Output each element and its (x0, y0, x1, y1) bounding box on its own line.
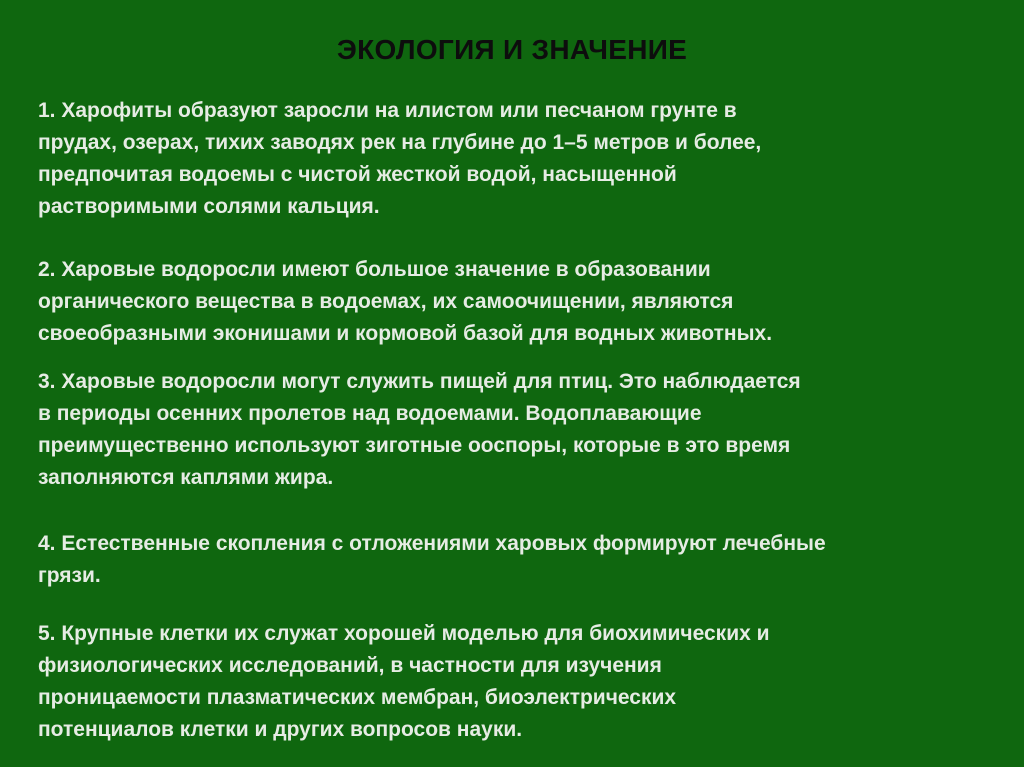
paragraph-5: 5. Крупные клетки их служат хорошей моделью для биохимических и физиологических исследований, в частности для изучения проницаемости плазматических мембран, биоэлектрических потенциалов клетки и других вопросов науки. (38, 622, 770, 741)
paragraph-3: 3. Харовые водоросли могут служить пищей для птиц. Это наблюдается в периоды осенних пролетов над водоемами. Водоплавающие преимущественно используют зиготные ооспоры, которые в это время заполняются каплями жира. (38, 370, 801, 489)
paragraph-2: 2. Харовые водоросли имеют большое значение в образовании органического вещества в водоемах, их самоочищении, являются своеобразными эконишами и кормовой базой для водных животных. (38, 258, 773, 345)
paragraph-1: 1. Харофиты образуют заросли на илистом или песчаном грунте в прудах, озерах, тихих заводях рек на глубине до 1–5 метров и более, предпочитая водоемы с чистой жесткой водой, насыщенной растворимыми солями кальция. (38, 99, 762, 218)
paragraph-4: 4. Естественные скопления с отложениями харовых формируют лечебные грязи. (38, 532, 826, 587)
slide-title: ЭКОЛОГИЯ И ЗНАЧЕНИЕ (336, 34, 688, 65)
